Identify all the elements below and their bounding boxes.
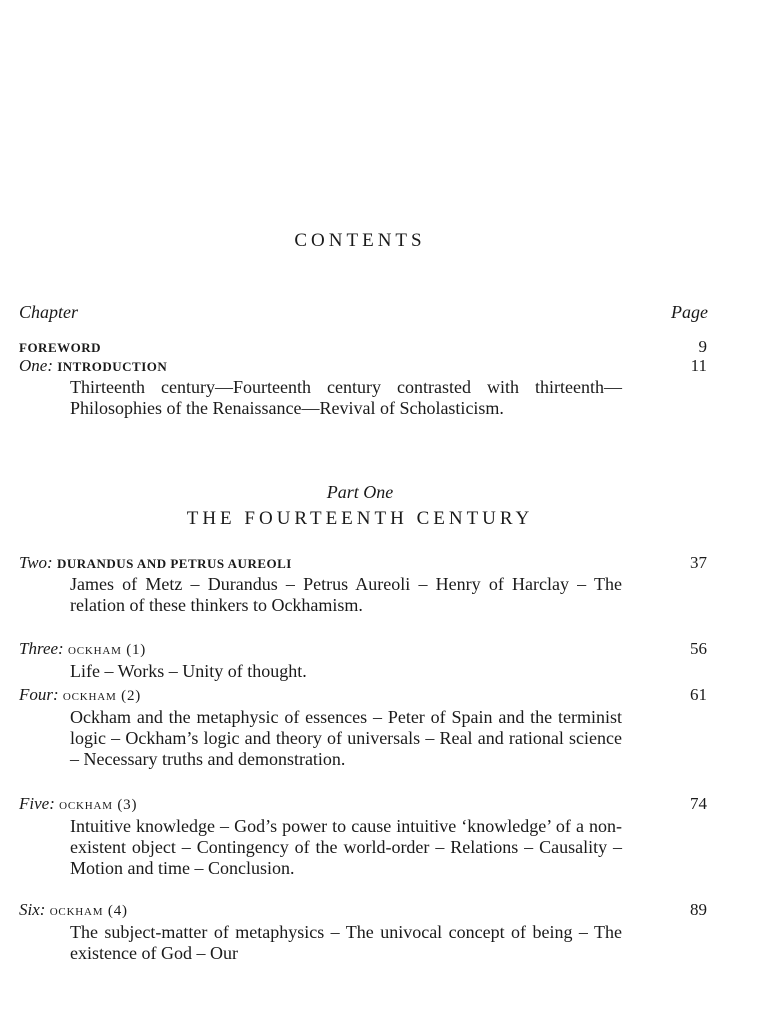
- chapter-entry-three: [19, 638, 707, 682]
- foreword-page-number: 9: [698, 337, 707, 356]
- chapter-page-number: 61: [690, 685, 707, 704]
- chapter-head: [19, 355, 707, 377]
- chapter-description: James of Metz – Durandus – Petrus Aureoli – Henry of Harclay – The relation of these thinkers to Ockhamism.: [70, 574, 622, 615]
- chapter-head: [19, 552, 707, 574]
- chapter-number: Three:: [19, 639, 64, 658]
- chapter-entry-introduction: [19, 355, 707, 419]
- chapter-title: ockham (1): [67, 642, 147, 658]
- chapter-head: [19, 793, 707, 816]
- chapter-page-number: 89: [690, 900, 707, 919]
- chapter-head: [19, 899, 707, 922]
- chapter-title: ockham (3): [59, 797, 138, 813]
- chapter-page-number: 37: [690, 553, 707, 572]
- chapter-page-number: 11: [690, 356, 707, 375]
- chapter-number: Six:: [19, 900, 46, 919]
- chapter-description: Intuitive knowledge – God’s power to cause intuitive ‘knowledge’ of a non-existent object – Contingency of the world-order – Relations – Causality – Motion and time – Conclusion.: [70, 816, 622, 878]
- chapter-entry-five: [19, 793, 707, 879]
- foreword-label: FOREWORD: [19, 340, 101, 355]
- chapter-number: One:: [19, 356, 53, 375]
- chapter-page-number: 56: [690, 639, 707, 658]
- chapter-title: DURANDUS AND PETRUS AUREOLI: [56, 556, 292, 571]
- chapter-page-number: 74: [690, 794, 707, 813]
- part-label: Part One: [326, 482, 394, 502]
- chapter-title: ockham (4): [49, 903, 128, 919]
- chapter-head: [19, 684, 707, 707]
- page-column-header: Page: [671, 302, 708, 322]
- chapter-description: The subject-matter of metaphysics – The univocal concept of being – The existence of God – Our: [70, 922, 622, 963]
- chapter-number: Five:: [19, 794, 55, 813]
- chapter-column-header: Chapter: [19, 302, 79, 322]
- chapter-entry-four: [19, 684, 707, 770]
- page-title: CONTENTS: [294, 230, 426, 251]
- chapter-entry-six: [19, 899, 707, 964]
- chapter-description: Thirteenth century—Fourteenth century contrasted with thirteenth—Philosophies of the Renaissance—Revival of Scholasticism.: [70, 377, 622, 418]
- chapter-number: Four:: [19, 685, 59, 704]
- chapter-head: [19, 638, 707, 661]
- chapter-title: INTRODUCTION: [57, 359, 168, 374]
- chapter-description: Ockham and the metaphysic of essences – Peter of Spain and the terminist logic – Ockham’s logic and theory of universals – Real and rational science – Necessary truths and demonstration.: [70, 707, 622, 769]
- chapter-number: Two:: [19, 553, 53, 572]
- chapter-entry-two: [19, 552, 707, 616]
- chapter-description: Life – Works – Unity of thought.: [70, 661, 307, 681]
- part-title: THE FOURTEENTH CENTURY: [186, 508, 534, 529]
- chapter-title: ockham (2): [62, 688, 142, 704]
